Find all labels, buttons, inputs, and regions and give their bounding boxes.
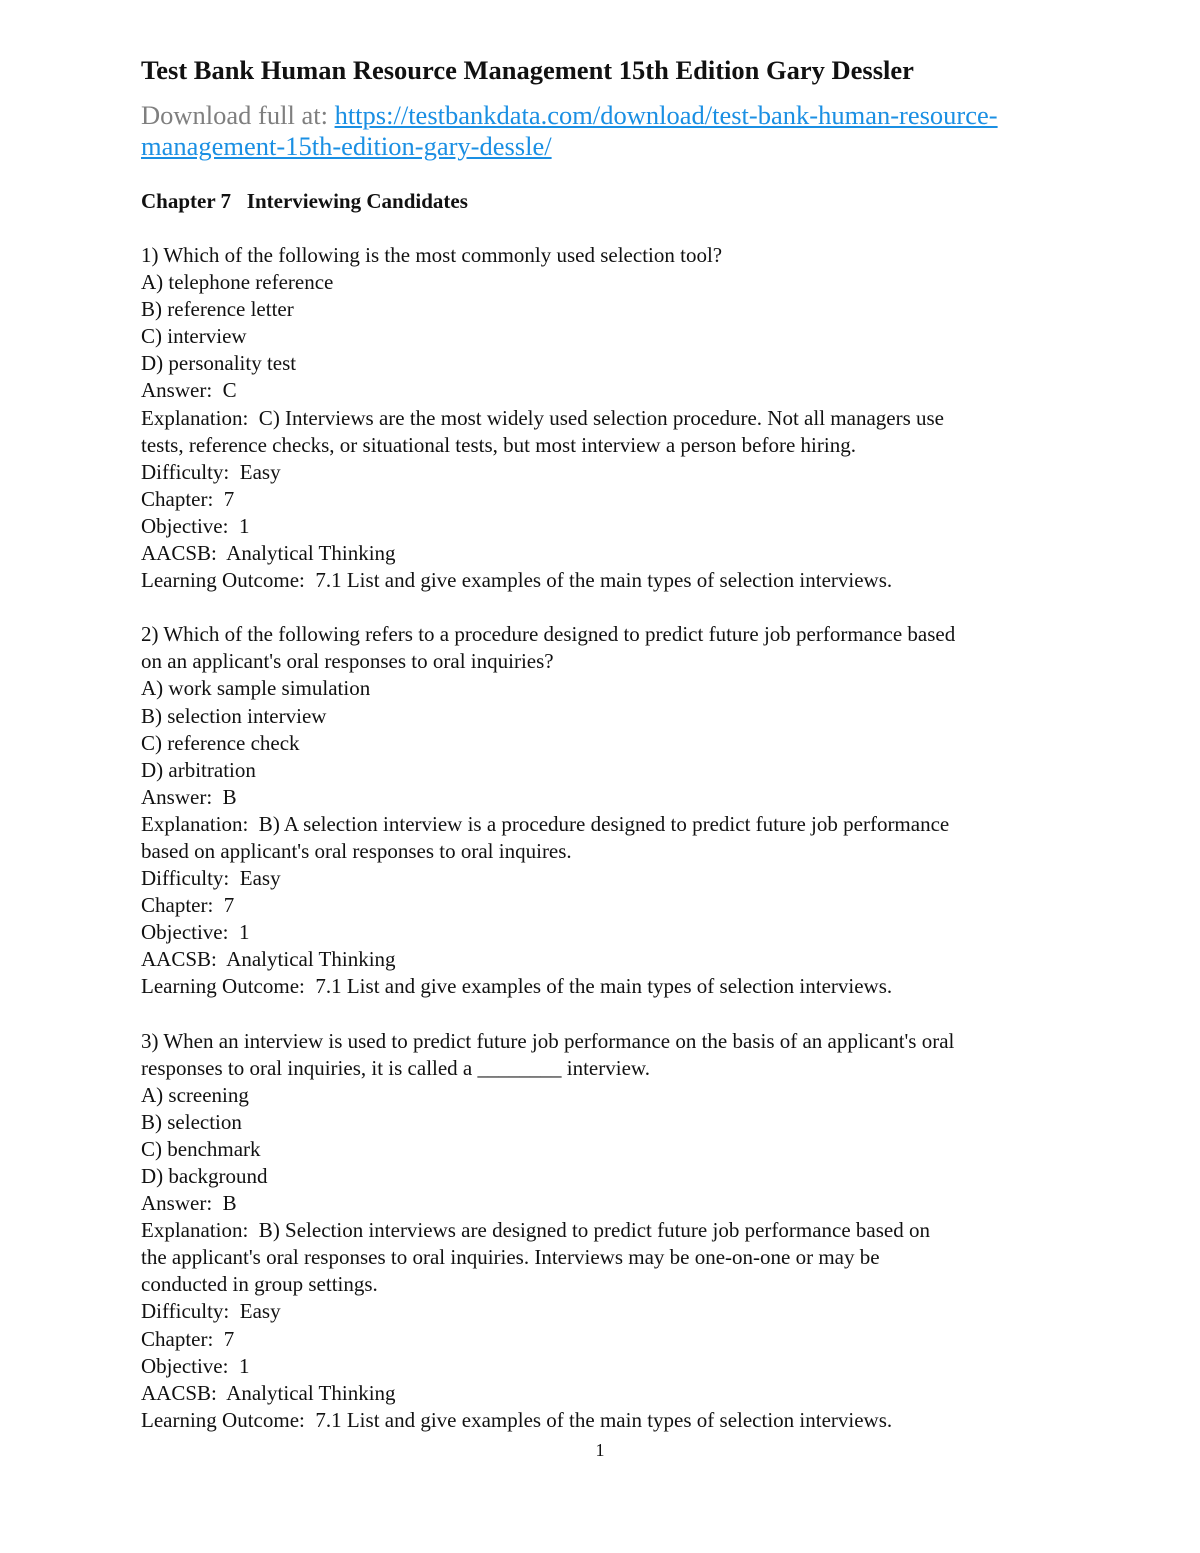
chapter-heading: Chapter 7 Interviewing Candidates bbox=[141, 189, 468, 213]
option-b: B) selection bbox=[141, 1109, 242, 1134]
option-a: A) telephone reference bbox=[141, 270, 334, 295]
question-block bbox=[141, 242, 1071, 594]
page-number: 1 bbox=[595, 1440, 605, 1460]
question-stem: 3) When an interview is used to predict future job performance on the basis of an applicant's oral bbox=[141, 1028, 955, 1053]
option-d: D) personality test bbox=[141, 351, 297, 376]
answer: Answer: B bbox=[141, 1191, 237, 1216]
learning-outcome: Learning Outcome: 7.1 List and give examples of the main types of selection interviews. bbox=[141, 568, 893, 593]
explanation: Explanation: C) Interviews are the most widely used selection procedure. Not all managers use bbox=[141, 405, 945, 430]
option-a: A) work sample simulation bbox=[141, 676, 371, 701]
explanation-continued: conducted in group settings. bbox=[141, 1272, 378, 1297]
answer: Answer: C bbox=[141, 378, 237, 403]
aacsb: AACSB: Analytical Thinking bbox=[141, 1380, 396, 1405]
question-stem: 2) Which of the following refers to a procedure designed to predict future job performance based bbox=[141, 622, 956, 647]
download-prefix: Download full at: bbox=[141, 100, 335, 130]
objective: Objective: 1 bbox=[141, 920, 250, 945]
learning-outcome: Learning Outcome: 7.1 List and give examples of the main types of selection interviews. bbox=[141, 1407, 893, 1432]
aacsb: AACSB: Analytical Thinking bbox=[141, 947, 396, 972]
explanation: Explanation: B) A selection interview is a procedure designed to predict future job performance bbox=[141, 811, 950, 836]
download-link-line2: management-15th-edition-gary-dessle/ bbox=[141, 131, 552, 161]
chapter-meta: Chapter: 7 bbox=[141, 893, 235, 918]
explanation-continued: the applicant's oral responses to oral inquiries. Interviews may be one-on-one or may be bbox=[141, 1245, 880, 1270]
download-link-line1: https://testbankdata.com/download/test-bank-human-resource- bbox=[334, 100, 998, 130]
page-content bbox=[141, 52, 1071, 1434]
download-note bbox=[141, 100, 1071, 162]
explanation-continued: tests, reference checks, or situational tests, but most interview a person before hiring. bbox=[141, 432, 856, 457]
question-stem-continued: on an applicant's oral responses to oral inquiries? bbox=[141, 649, 554, 674]
learning-outcome: Learning Outcome: 7.1 List and give examples of the main types of selection interviews. bbox=[141, 974, 893, 999]
objective: Objective: 1 bbox=[141, 513, 250, 538]
document-title: Test Bank Human Resource Management 15th Edition Gary Dessler bbox=[141, 55, 914, 85]
option-c: C) benchmark bbox=[141, 1136, 261, 1161]
difficulty: Difficulty: Easy bbox=[141, 866, 281, 891]
option-b: B) reference letter bbox=[141, 297, 294, 322]
option-d: D) background bbox=[141, 1164, 268, 1188]
explanation: Explanation: B) Selection interviews are designed to predict future job performance based on bbox=[141, 1218, 930, 1243]
difficulty: Difficulty: Easy bbox=[141, 1299, 281, 1324]
question-block bbox=[141, 1028, 1071, 1434]
chapter-meta: Chapter: 7 bbox=[141, 486, 235, 511]
question-stem: 1) Which of the following is the most commonly used selection tool? bbox=[141, 243, 723, 267]
objective: Objective: 1 bbox=[141, 1353, 250, 1378]
option-a: A) screening bbox=[141, 1082, 249, 1107]
explanation-continued: based on applicant's oral responses to oral inquires. bbox=[141, 838, 572, 863]
aacsb: AACSB: Analytical Thinking bbox=[141, 541, 396, 566]
option-b: B) selection interview bbox=[141, 703, 327, 728]
question-stem-continued: responses to oral inquiries, it is called a ________ interview. bbox=[141, 1055, 650, 1080]
chapter-meta: Chapter: 7 bbox=[141, 1326, 235, 1351]
option-d: D) arbitration bbox=[141, 757, 256, 782]
answer: Answer: B bbox=[141, 784, 237, 809]
option-c: C) interview bbox=[141, 324, 247, 349]
option-c: C) reference check bbox=[141, 730, 300, 755]
question-block bbox=[141, 621, 1071, 1000]
difficulty: Difficulty: Easy bbox=[141, 459, 281, 484]
